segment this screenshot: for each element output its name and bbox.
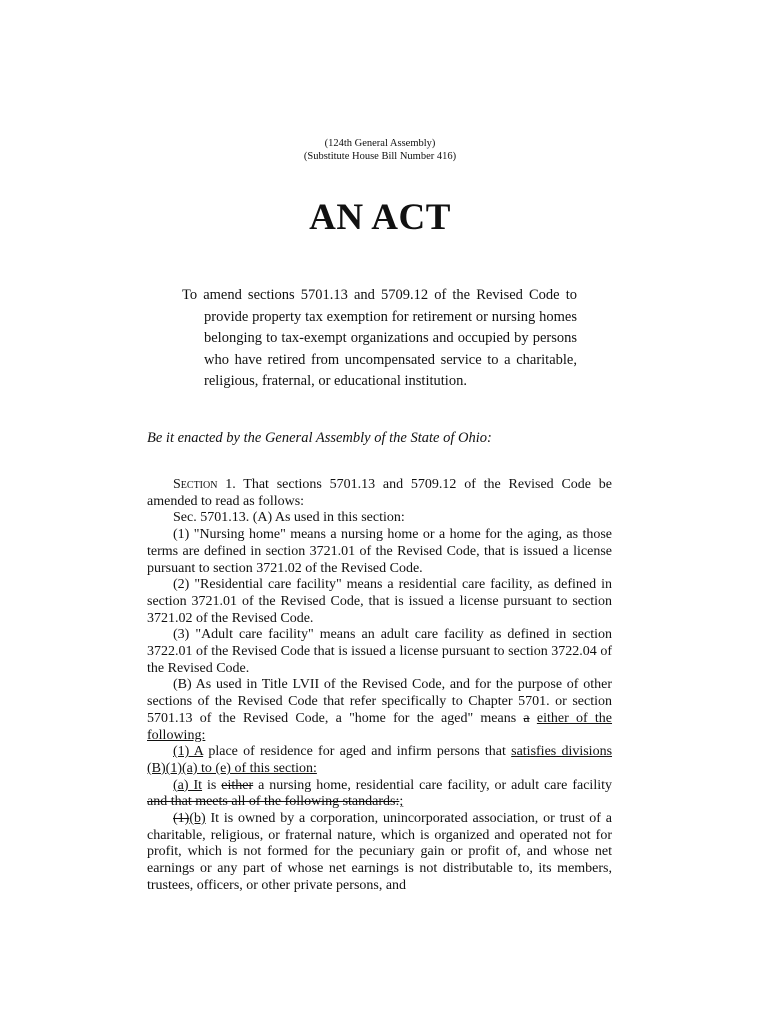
inserted-text: (b): [189, 811, 206, 827]
act-title: AN ACT: [309, 197, 451, 238]
paragraph-b1a-text: a nursing home, residential care facility, or adult care facility: [253, 777, 612, 793]
paragraph-a3: (3) "Adult care facility" means an adult care facility as defined in section 3722.01 of the Revised Code that is issued a license pursuant to section 3722.04 of the Revised Code.: [147, 627, 612, 676]
paragraph-b1b-text: It is owned by a corporation, unincorporated association, or trust of a charitable, religious, or fraternal nature, which is organized and operated not for profit, which is not formed for the pecuniary gain or profit of, and whose net earnings or any part of whose net earnings is not distributable to, its members, trustees, officers, or other private persons, and: [147, 811, 612, 893]
act-purpose: To amend sections 5701.13 and 5709.12 of the Revised Code to provide property tax exemption for retirement or nursing homes belonging to tax-exempt organizations and occupied by persons who have retired from uncompensated service to a charitable, religious, fraternal, or educational institution.: [182, 287, 577, 390]
deleted-text: and that meets all of the following standards:: [147, 794, 400, 810]
bill-body: [147, 477, 612, 895]
section-1-paragraph: [147, 477, 612, 510]
paragraph-b1a: [147, 778, 612, 811]
paragraph-b1-text: place of residence for aged and infirm persons that: [203, 744, 512, 760]
deleted-text: either: [221, 777, 254, 793]
section-1-text: That sections 5701.13 and 5709.12 of the Revised Code be amended to read as follows:: [147, 477, 613, 509]
inserted-text: either of the following:: [147, 710, 613, 743]
inserted-text: satisfies divisions (B)(1)(a) to (e) of this section:: [147, 744, 613, 776]
deleted-text: (1): [173, 811, 190, 827]
bill-number-line: (Substitute House Bill Number 416): [303, 151, 457, 162]
sec-heading: Sec. 5701.13. (A) As used in this section:: [173, 510, 405, 526]
paragraph-a2: (2) "Residential care facility" means a residential care facility, as defined in section 3721.01 of the Revised Code, that is issued a license pursuant to section 3721.02 of the Revised Code.: [147, 577, 612, 626]
space: [530, 711, 537, 726]
inserted-text: (1) A: [173, 744, 204, 760]
paragraph-b1a-text: is: [202, 777, 222, 793]
paragraph-b: [147, 677, 612, 744]
deleted-text: a: [523, 710, 530, 726]
paragraph-b1: [147, 744, 612, 777]
inserted-text: (a) It: [173, 777, 203, 793]
paragraph-b1b: [147, 811, 612, 895]
enacting-clause: Be it enacted by the General Assembly of the State of Ohio:: [147, 430, 492, 446]
paragraph-b-text: (B) As used in Title LVII of the Revised Code, and for the purpose of other sections of the Revised Code that refer specifically to Chapter 5701. or section 5701.13 of the Revised Code, a "home for the aged" means: [147, 677, 612, 726]
bill-header: [0, 137, 760, 163]
assembly-line: (124th General Assembly): [324, 138, 436, 149]
section-label: Section 1.: [173, 477, 236, 492]
inserted-text: ;: [399, 794, 404, 810]
paragraph-a1: (1) "Nursing home" means a nursing home or a home for the aging, as those terms are defined in section 3721.01 of the Revised Code, that is issued a license pursuant to section 3721.02 of the Revised Code.: [147, 527, 612, 576]
